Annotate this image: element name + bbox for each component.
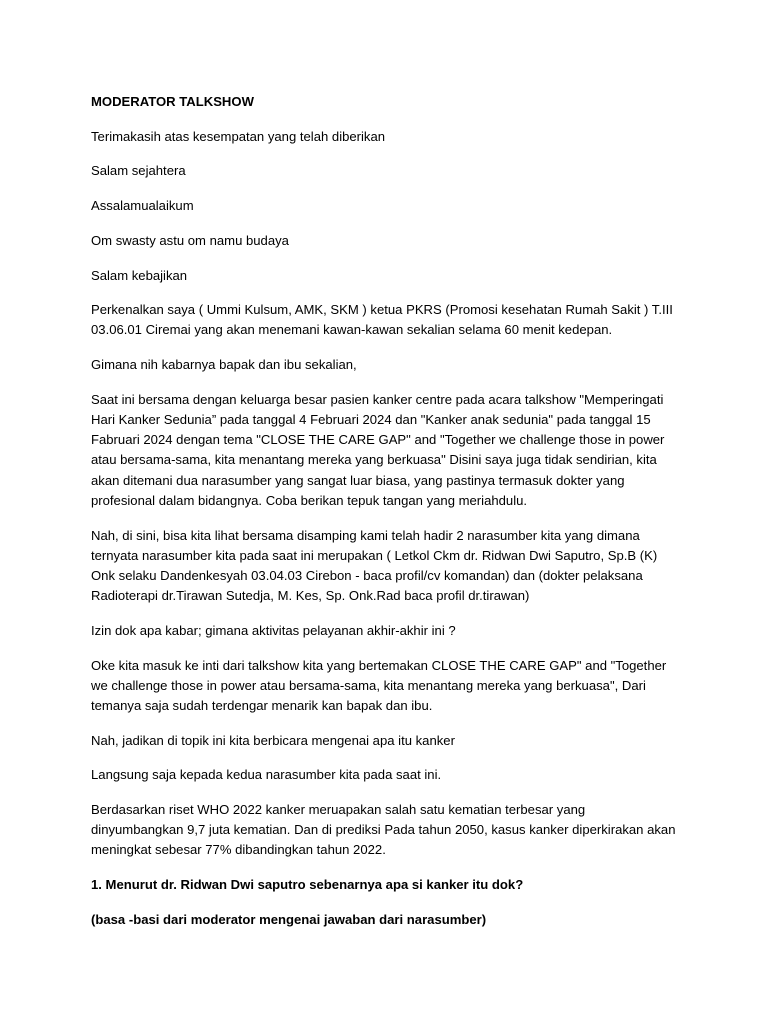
paragraph-greeting-4: Salam kebajikan [91,267,188,283]
paragraph-ask-doctor: Izin dok apa kabar; gimana aktivitas pelayanan akhir-akhir ini ? [91,622,456,638]
paragraph-greeting-2: Assalamualaikum [91,198,194,214]
paragraph-to-speakers: Langsung saja kepada kedua narasumber kita pada saat ini. [91,767,442,783]
paragraph-thanks: Terimakasih atas kesempatan yang telah diberikan [91,128,386,144]
paragraph-introduction: Perkenalkan saya ( Ummi Kulsum, AMK, SKM ) ketua PKRS (Promosi kesehatan Rumah Sakit ) T.III 03.06.01 Ciremai yang akan menemani kawan-kawan sekalian selama 60 menit kedepan. [91,302,673,338]
paragraph-who-research: Berdasarkan riset WHO 2022 kanker meruapakan salah satu kematian terbesar yang dinyumbangkan 9,7 juta kematian. Dan di prediksi Pada tahun 2050, kasus kanker diperkirakan akan meningkat sebesar 77% dibandingkan tahun 2022. [91,802,676,858]
question-1: 1. Menurut dr. Ridwan Dwi saputro sebenarnya apa si kanker itu dok? [91,877,524,893]
paragraph-how-are-you: Gimana nih kabarnya bapak dan ibu sekalian, [91,357,357,373]
paragraph-event-theme: Saat ini bersama dengan keluarga besar pasien kanker centre pada acara talkshow "Memperingati Hari Kanker Sedunia” pada tanggal 4 Februari 2024 dan "Kanker anak sedunia" pada tanggal 15 Fabruari 2024 dengan tema "CLOSE THE CARE GAP" and "Together we challenge those in power atau bersama-sama, kita menantang mereka yang berkuasa" Disini saya juga tidak sendirian, kita akan ditemani dua narasumber yang sangat luar biasa, yang pastinya termasuk dokter yang profesional dalam bidangnya. Coba berikan tepuk tangan yang meriahdulu. [91,391,665,508]
moderator-note: (basa -basi dari moderator mengenai jawaban dari narasumber) [91,911,487,927]
paragraph-topic-cancer: Nah, jadikan di topik ini kita berbicara mengenai apa itu kanker [91,732,455,748]
paragraph-greeting-1: Salam sejahtera [91,163,186,179]
document-page [91,92,681,945]
paragraph-greeting-3: Om swasty astu om namu budaya [91,232,289,248]
paragraph-main-topic: Oke kita masuk ke inti dari talkshow kita yang bertemakan CLOSE THE CARE GAP" and "Together we challenge those in power atau bersama-sama, kita menantang mereka yang berkuasa", Dari temanya saja sudah terdengar menarik kan bapak dan ibu. [91,657,667,713]
paragraph-speakers: Nah, di sini, bisa kita lihat bersama disamping kami telah hadir 2 narasumber kita yang dimana ternyata narasumber kita pada saat ini merupakan ( Letkol Ckm dr. Ridwan Dwi Saputro, Sp.B (K) Onk selaku Dandenkesyah 03.04.03 Cirebon - baca profil/cv komandan) dan (dokter pelaksana Radioterapi dr.Tirawan Sutedja, M. Kes, Sp. Onk.Rad baca profil dr.tirawan) [91,527,658,604]
document-title: MODERATOR TALKSHOW [91,94,254,109]
